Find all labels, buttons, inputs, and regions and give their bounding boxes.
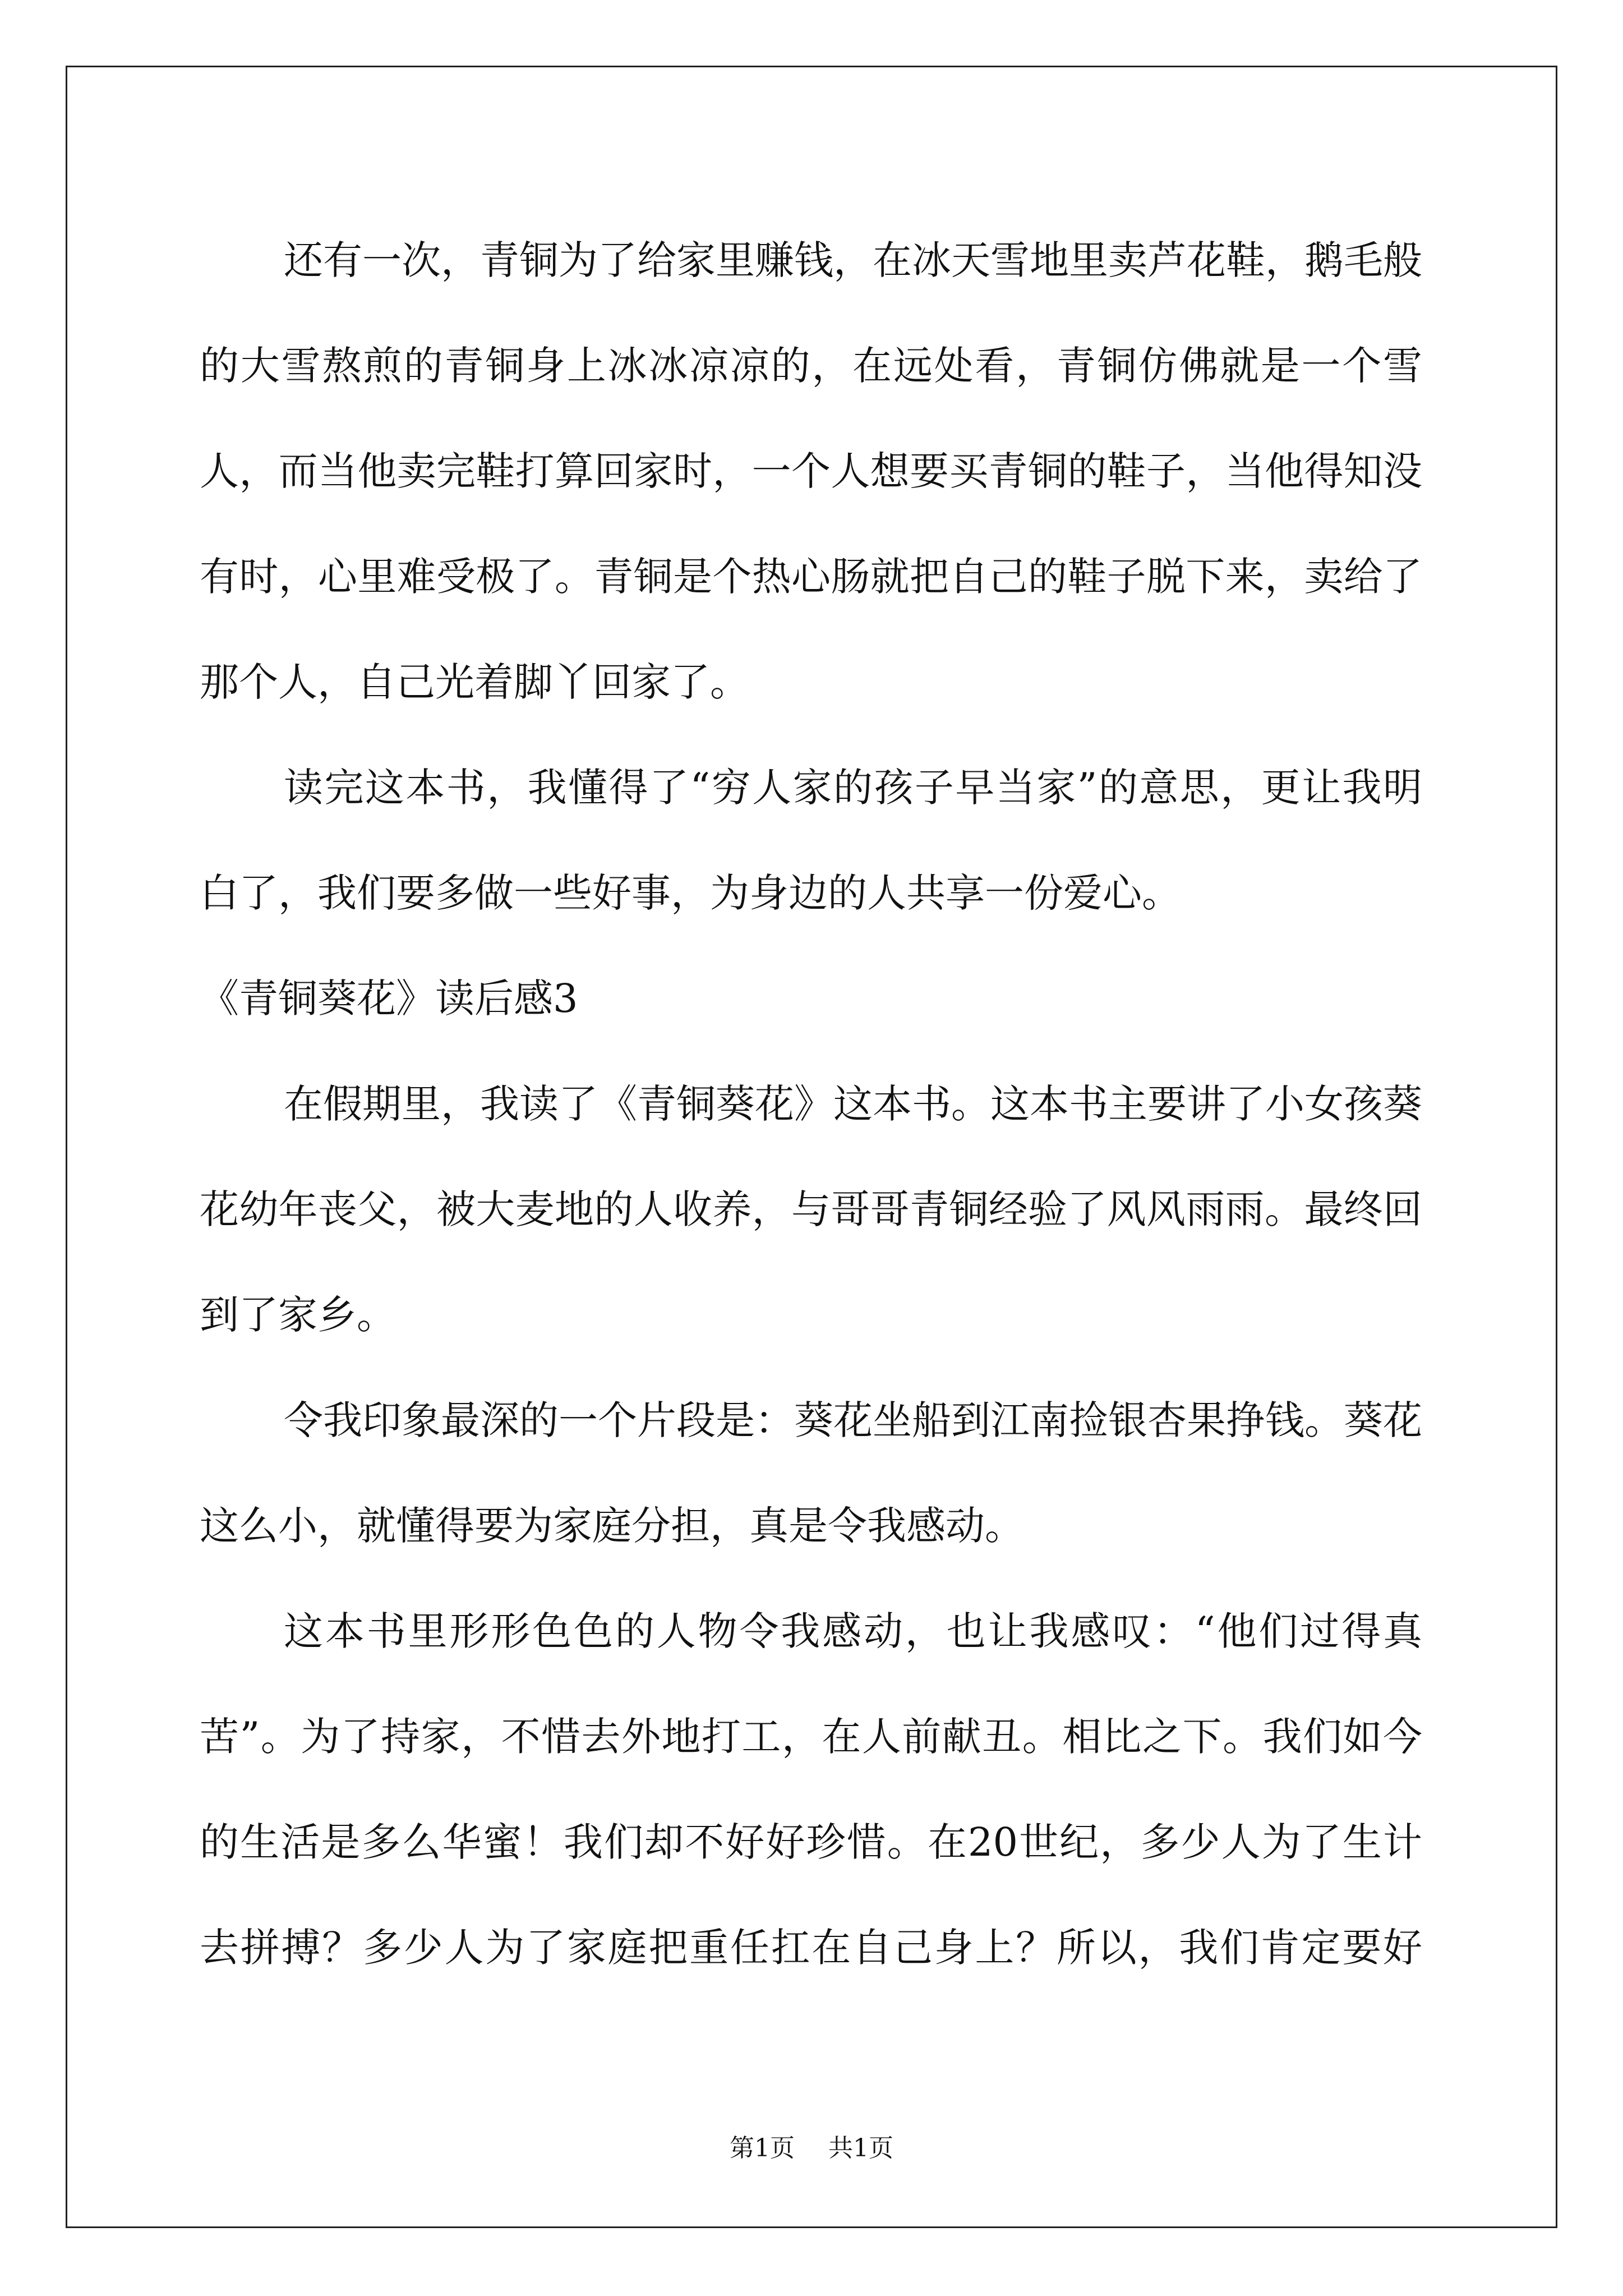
- paragraph: 还有一次，青铜为了给家里赚钱，在冰天雪地里卖芦花鞋，鹅毛般的大雪熬煎的青铜身上冰冰凉凉的，在远处看，青铜仿佛就是一个雪人，而当他卖完鞋打算回家时，一个人想要买青铜的鞋子，当他得知没有时，心里难受极了。青铜是个热心肠就把自己的鞋子脱下来，卖给了那个人，自己光着脚丫回家了。: [200, 237, 1422, 705]
- page-total: 共1页: [828, 2134, 893, 2162]
- paragraph: 读完这本书，我懂得了“穷人家的孩子早当家”的意思，更让我明白了，我们要多做一些好事，为身边的人共享一份爱心。: [200, 765, 1422, 916]
- paragraph: 令我印象最深的一个片段是：葵花坐船到江南捡银杏果挣钱。葵花这么小，就懂得要为家庭分担，真是令我感动。: [200, 1397, 1422, 1549]
- section-heading: 《青铜葵花》读后感3: [200, 976, 578, 1022]
- paragraph: 这本书里形形色色的人物令我感动，也让我感叹：“他们过得真苦”。为了持家，不惜去外地打工，在人前献丑。相比之下。我们如今的生活是多么华蜜！我们却不好好珍惜。在20世纪，多少人为了生计去拼搏？多少人为了家庭把重任扛在自己身上？所以，我们肯定要好: [200, 1608, 1422, 1971]
- page-footer: [0, 2132, 1623, 2165]
- paragraph: 在假期里，我读了《青铜葵花》这本书。这本书主要讲了小女孩葵花幼年丧父，被大麦地的人收养，与哥哥青铜经验了风风雨雨。最终回到了家乡。: [200, 1081, 1422, 1338]
- page-number: 第1页: [730, 2134, 795, 2162]
- document-body: [200, 208, 1422, 2000]
